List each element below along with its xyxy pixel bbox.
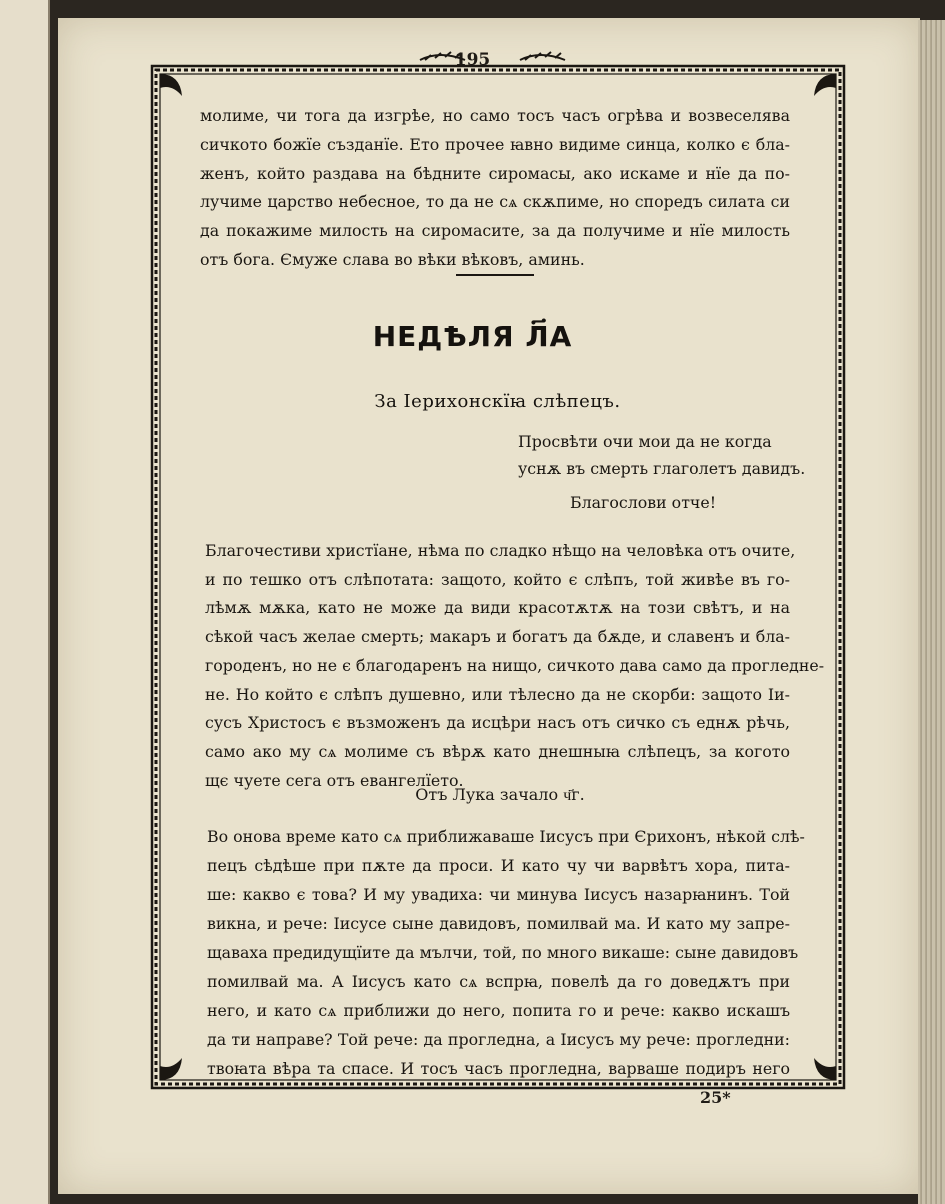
text-line: ше: какво є това? И му увадиха: чи минува Ιисусъ назарꙗнинъ. Той: [207, 885, 790, 904]
text-line: щє чуете сега отъ евангелїето.: [205, 770, 464, 790]
sunday-heading: НЕДѢЛЯ Л҃А: [372, 320, 573, 353]
text-line: Во онова време като сѧ приближаваше Ιисусъ при Єрихонъ, нѣкой слѣ-: [207, 827, 805, 846]
text-line: викна, и рече: Ιисусе сыне давидовъ, помилвай ма. И като му запре-: [207, 914, 790, 933]
text-line: лучиме царство небесное, то да не сѧ скѫпиме, но споредъ силата си: [200, 192, 790, 212]
reading-title: Отъ Лука зачало ч҃г.: [415, 785, 585, 804]
text-line: помилвай ма. А Ιисусъ като сѧ вспрꙗ, повелѣ да го доведѫтъ при: [207, 972, 790, 991]
text-line: само ако му сѧ молиме съ вѣрѫ като днешныꙗ слѣпецъ, за когото: [205, 741, 790, 761]
text-line: него, и като сѧ приближи до него, попита го и рече: какво искашъ: [207, 1001, 790, 1020]
paragraph-intro: [200, 102, 790, 275]
text-line: сѣкой часъ желае смерть; макаръ и богатъ да бѫде, и славенъ и бла-: [205, 627, 790, 647]
paragraph-homily: [205, 537, 825, 795]
sermon-subheading: За Ιерихонскїꙗ слѣпецъ.: [374, 391, 621, 412]
signature-mark: 25*: [700, 1088, 731, 1107]
text-line: сусъ Христосъ є възможенъ да исцѣри насъ отъ сичко съ еднѫ рѣчь,: [205, 713, 790, 733]
blessing: Благослови отче!: [570, 493, 717, 512]
text-line: отъ бога. Ємуже слава во вѣки вѣковъ, аминь.: [200, 249, 585, 269]
paragraph-gospel: [207, 822, 805, 1083]
section-divider: [456, 274, 534, 276]
text-line: твоꙗта вѣра та спасе. И тосъ часъ прогледна, варваше подиръ него: [207, 1059, 790, 1078]
text-line: пецъ сѣдѣше при пѫте да проси. И като чу чи варвѣтъ хора, пита-: [207, 856, 790, 875]
text-line: да ти направе? Той рече: да прогледна, а Ιисусъ му рече: прогледни:: [207, 1030, 790, 1049]
text-line: сичкото божїе създанїе. Ето прочее ꙗвно видиме синца, колко є бла-: [200, 134, 790, 154]
epigraph-line: уснѫ въ смерть глаголетъ давидъ.: [518, 459, 806, 478]
page-number: 195: [454, 50, 491, 70]
text-line: лѣмѫ мѫка, като не може да види красотѫтѫ на този свѣтъ, и на: [205, 598, 790, 618]
text-line: Благочестиви христїане, нѣма по сладко нѣщо на человѣка отъ очите,: [205, 541, 796, 560]
text-line: городенъ, но не є благодаренъ на нищо, сичкото дава само да прогледнe-: [205, 655, 825, 675]
epigraph: [518, 428, 806, 482]
text-line: женъ, който раздава на бѣдните сиромасы, ако искаме и нїе да по-: [200, 163, 790, 183]
epigraph-line: Просвѣти очи мои да не когда: [518, 432, 772, 451]
text-line: не. Но който є слѣпъ душевно, или тѣлесно да не скорби: защото Ιи-: [205, 684, 790, 704]
text-line: щаваха предидущїите да мълчи, той, по много викаше: сыне давидовъ: [207, 943, 799, 962]
text-line: и по тешко отъ слѣпотата: защото, който є слѣпъ, той живѣе въ го-: [205, 569, 790, 589]
text-line: да покажиме милость на сиромасите, за да получиме и нїе милость: [200, 221, 790, 241]
text-line: молиме, чи тога да изгрѣе, но само тосъ часъ огрѣва и возвеселява: [200, 106, 790, 125]
